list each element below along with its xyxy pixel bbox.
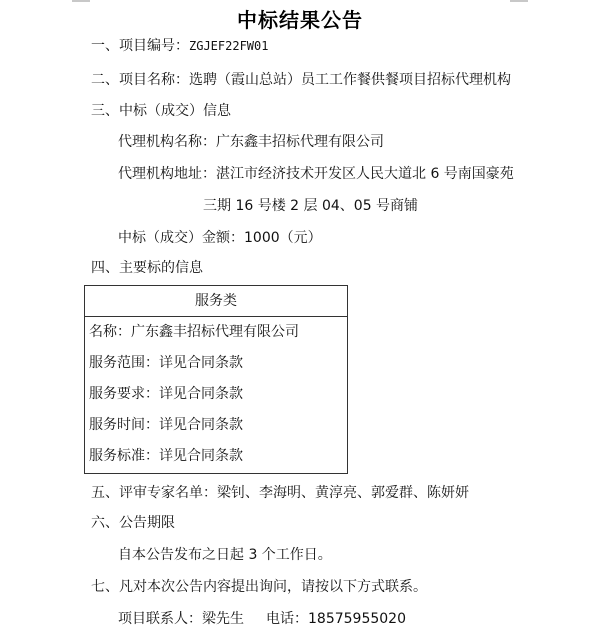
agency-address-line1: 代理机构地址：湛江市经济技术开发区人民大道北 6 号南国豪苑 — [118, 166, 514, 182]
page-corner-mark-left — [72, 0, 90, 2]
contact-person: 项目联系人：梁先生 — [118, 611, 244, 627]
project-number-value: ZGJEF22FW01 — [189, 39, 269, 53]
page-title: 中标结果公告 — [237, 8, 363, 32]
agency-name: 代理机构名称：广东鑫丰招标代理有限公司 — [118, 134, 384, 150]
table-row: 服务范围：详见合同条款 — [89, 355, 243, 371]
award-info-heading: 三、中标（成交）信息 — [91, 103, 231, 119]
phone-label: 电话： — [266, 611, 308, 627]
table-row: 服务要求：详见合同条款 — [89, 386, 243, 402]
table-row: 名称：广东鑫丰招标代理有限公司 — [89, 324, 299, 340]
project-number-row — [91, 36, 268, 56]
expert-list: 五、评审专家名单：梁钊、李海明、黄淳亮、郭爱群、陈妍妍 — [91, 485, 469, 501]
project-name-row — [91, 70, 511, 90]
notice-period-text: 自本公告发布之日起 3 个工作日。 — [118, 547, 332, 563]
project-name-value: 选聘（霞山总站）员工工作餐供餐项目招标代理机构 — [189, 72, 511, 88]
main-subject-heading: 四、主要标的信息 — [91, 260, 203, 276]
project-name-label: 二、项目名称： — [91, 72, 189, 88]
table-header: 服务类 — [85, 286, 347, 317]
subject-info-table — [84, 285, 348, 474]
agency-address-line2: 三期 16 号楼 2 层 04、05 号商铺 — [203, 198, 419, 214]
table-row: 服务时间：详见合同条款 — [89, 417, 243, 433]
project-number-label: 一、项目编号： — [91, 38, 189, 54]
contact-heading: 七、凡对本次公告内容提出询问，请按以下方式联系。 — [91, 579, 427, 595]
notice-period-heading: 六、公告期限 — [91, 515, 175, 531]
table-row: 服务标准：详见合同条款 — [89, 448, 243, 464]
contact-row — [118, 609, 406, 629]
phone-number: 18575955020 — [308, 611, 406, 627]
award-amount: 中标（成交）金额：1000（元） — [118, 230, 322, 246]
page-corner-mark-right — [510, 0, 528, 2]
